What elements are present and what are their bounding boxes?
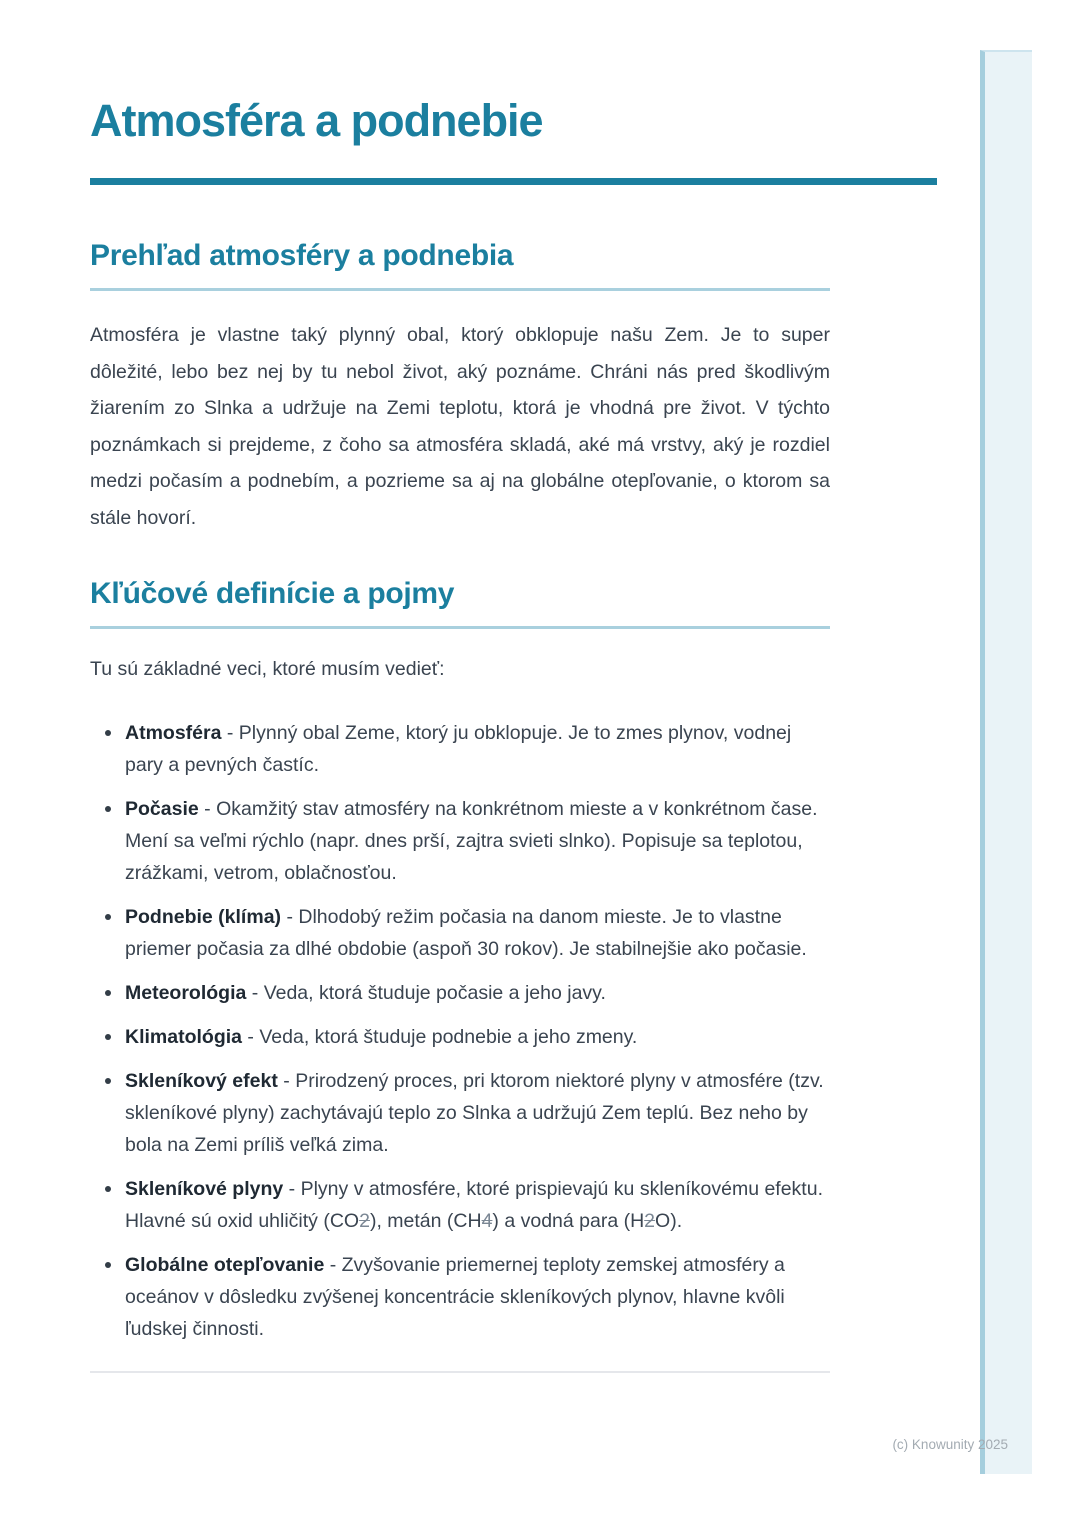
definition-term: Atmosféra xyxy=(125,721,222,744)
definition-item xyxy=(125,901,830,965)
definition-text: Dlhodobý režim počasia na danom mieste. Je to vlastne priemer počasia za dlhé obdobie (aspoň 30 rokov). Je stabilnejšie ako počasie. xyxy=(125,905,807,960)
definition-text: Okamžitý stav atmosféry na konkrétnom mieste a v konkrétnom čase. Mení sa veľmi rýchlo (napr. dnes prší, zajtra svieti slnko). Popisuje sa teplotou, zrážkami, vetrom, oblačnosťou. xyxy=(125,797,818,884)
bullet-icon xyxy=(105,1034,111,1040)
definitions-intro: Tu sú základné veci, ktoré musím vedieť: xyxy=(90,657,445,680)
definitions-heading-underline xyxy=(90,626,830,629)
subscript-digit: 4 xyxy=(481,1209,493,1232)
page-title: Atmosféra a podnebie xyxy=(90,95,543,146)
definition-term: Skleníkové plyny xyxy=(125,1177,284,1200)
section-heading-definitions: Kľúčové definície a pojmy xyxy=(90,576,455,610)
definition-separator: - xyxy=(281,905,299,928)
definition-separator: - xyxy=(242,1025,260,1048)
definition-text: Zvyšovanie priemernej teploty zemskej atmosféry a oceánov v dôsledku zvýšenej koncentrácie skleníkových plynov, hlavne kvôli ľudskej činnosti. xyxy=(125,1253,785,1340)
definition-separator: - xyxy=(221,721,239,744)
definition-item xyxy=(125,1065,830,1161)
bullet-icon xyxy=(105,990,111,996)
definition-term: Skleníkový efekt xyxy=(125,1069,278,1092)
bullet-icon xyxy=(105,1262,111,1268)
definition-separator: - xyxy=(277,1069,296,1092)
bullet-icon xyxy=(105,730,111,736)
definition-item xyxy=(125,1021,830,1053)
definition-text: Plynný obal Zeme, ktorý ju obklopuje. Je to zmes plynov, vodnej pary a pevných častíc. xyxy=(125,721,792,776)
definition-term: Globálne otepľovanie xyxy=(125,1253,325,1276)
definition-term: Klimatológia xyxy=(125,1025,243,1048)
section-heading-overview: Prehľad atmosféry a podnebia xyxy=(90,239,514,272)
definition-text: Veda, ktorá študuje počasie a jeho javy. xyxy=(263,981,606,1004)
definition-item xyxy=(125,717,830,781)
bullet-icon xyxy=(105,1078,111,1084)
definition-separator: - xyxy=(283,1177,301,1200)
definition-text: Prirodzený proces, pri ktorom niektoré plyny v atmosfére (tzv. skleníkové plyny) zachytávajú teplo zo Slnka a udržujú Zem teplú. Bez neho by bola na Zemi príliš veľká zima. xyxy=(125,1069,824,1156)
footer-credit: (c) Knowunity 2025 xyxy=(892,1437,1008,1452)
bullet-icon xyxy=(105,914,111,920)
title-divider xyxy=(90,178,937,185)
definition-item xyxy=(125,793,830,889)
bullet-icon xyxy=(105,1186,111,1192)
definitions-list xyxy=(90,717,830,1345)
bottom-divider xyxy=(90,1371,830,1373)
definition-term: Počasie xyxy=(125,797,199,820)
definition-item xyxy=(125,1249,830,1345)
definition-separator: - xyxy=(198,797,217,820)
definition-text: Plyny v atmosfére, ktoré prispievajú ku skleníkovému efektu. Hlavné sú oxid uhličitý (CO2), metán (CH4) a vodná para (H2O). xyxy=(125,1177,823,1232)
subscript-digit: 2 xyxy=(359,1209,370,1232)
definition-text: Veda, ktorá študuje podnebie a jeho zmeny. xyxy=(259,1025,638,1048)
page-edge-stripe xyxy=(980,50,1032,1474)
overview-paragraph: Atmosféra je vlastne taký plynný obal, ktorý obklopuje našu Zem. Je to super dôležité, lebo bez nej by tu nebol život, aký poznáme. Chráni nás pred škodlivým žiarením zo Slnka a udržuje na Zemi teplotu, ktorá je vhodná pre život. V týchto poznámkach si prejdeme, z čoho sa atmosféra skladá, aké má vrstvy, aký je rozdiel medzi počasím a podnebím, a pozrieme sa aj na globálne otepľovanie, o ktorom sa stále hovorí. xyxy=(90,324,830,529)
definition-item xyxy=(125,1173,830,1237)
definition-term: Podnebie (klíma) xyxy=(125,905,282,928)
definition-term: Meteorológia xyxy=(125,981,247,1004)
definition-separator: - xyxy=(324,1253,342,1276)
definition-separator: - xyxy=(246,981,264,1004)
definition-item xyxy=(125,977,830,1009)
bullet-icon xyxy=(105,806,111,812)
overview-heading-underline xyxy=(90,288,830,291)
subscript-digit: 2 xyxy=(644,1209,656,1232)
